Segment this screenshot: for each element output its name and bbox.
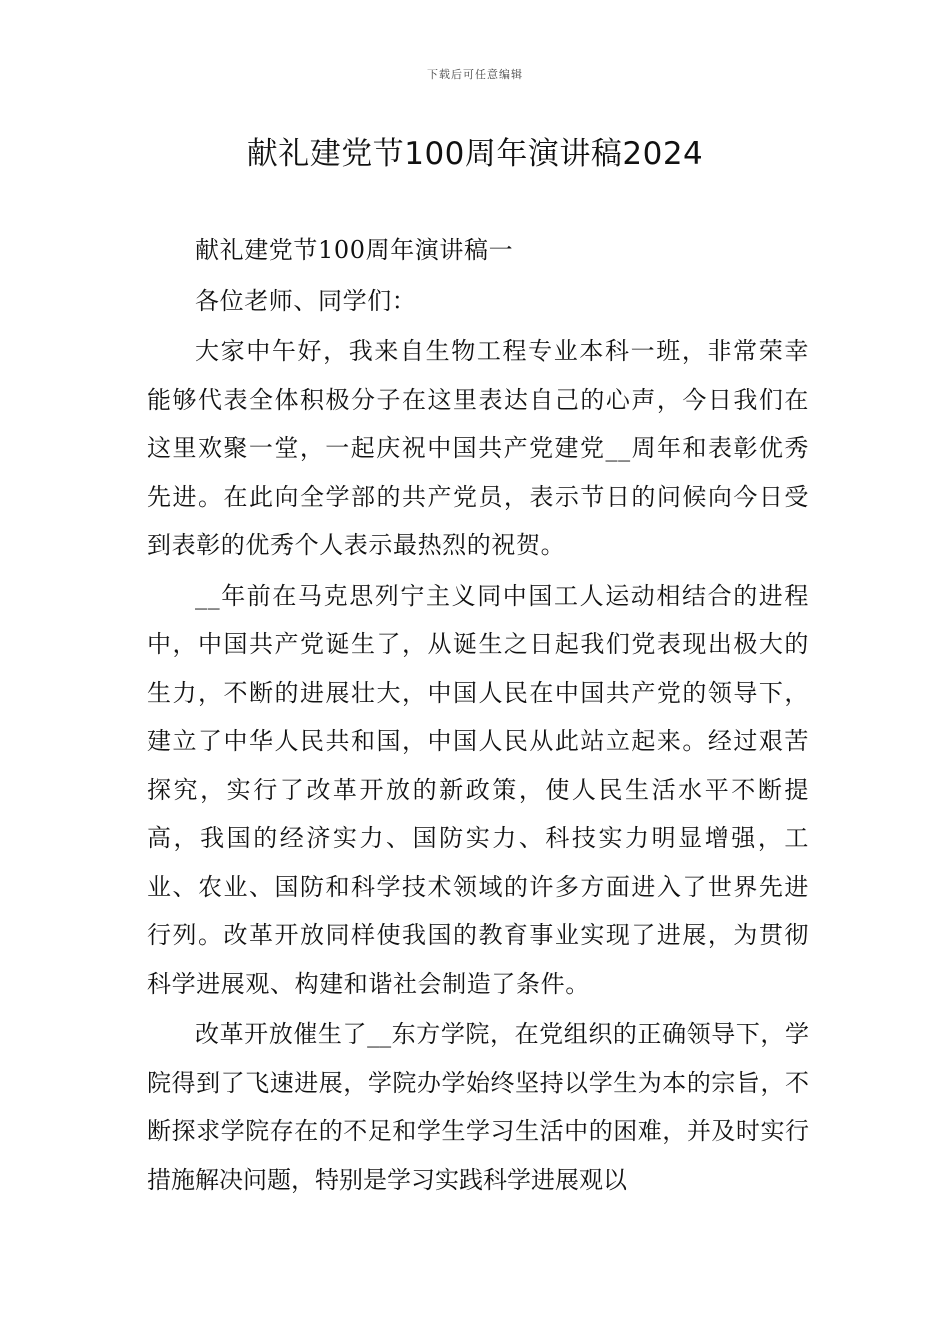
paragraph: __年前在马克思列宁主义同中国工人运动相结合的进程中，中国共产党诞生了，从诞生之日起我们党表现出极大的生力，不断的进展壮大，中国人民在中国共产党的领导下，建立了中华人民共和国，中国人民从此站立起来。经过艰苦探究，实行了改革开放的新政策，使人民生活水平不断提高，我国的经济实力、国防实力、科技实力明显增强，工业、农业、国防和科学技术领域的许多方面进入了世界先进行列。改革开放同样使我国的教育事业实现了进展，为贯彻科学进展观、构建和谐社会制造了条件。 bbox=[147, 581, 809, 998]
paragraph: 改革开放催生了__东方学院，在党组织的正确领导下，学院得到了飞速进展，学院办学始终坚持以学生为本的宗旨，不断探求学院存在的不足和学生学习生活中的困难，并及时实行措施解决问题，特别是学习实践科学进展观以 bbox=[147, 1020, 809, 1194]
document-title: 献礼建党节100周年演讲稿2024 bbox=[246, 136, 704, 172]
speech-subtitle: 献礼建党节100周年演讲稿一 bbox=[195, 236, 514, 264]
salutation: 各位老师、同学们： bbox=[195, 286, 417, 315]
paragraph: 大家中午好，我来自生物工程专业本科一班，非常荣幸能够代表全体积极分子在这里表达自己的心声，今日我们在这里欢聚一堂，一起庆祝中国共产党建党__周年和表彰优秀先进。在此向全学部的共产党员，表示节日的问候向今日受到表彰的优秀个人表示最热烈的祝贺。 bbox=[147, 337, 809, 559]
header-note: 下载后可任意编辑 bbox=[427, 68, 523, 81]
document-body bbox=[147, 226, 809, 1206]
